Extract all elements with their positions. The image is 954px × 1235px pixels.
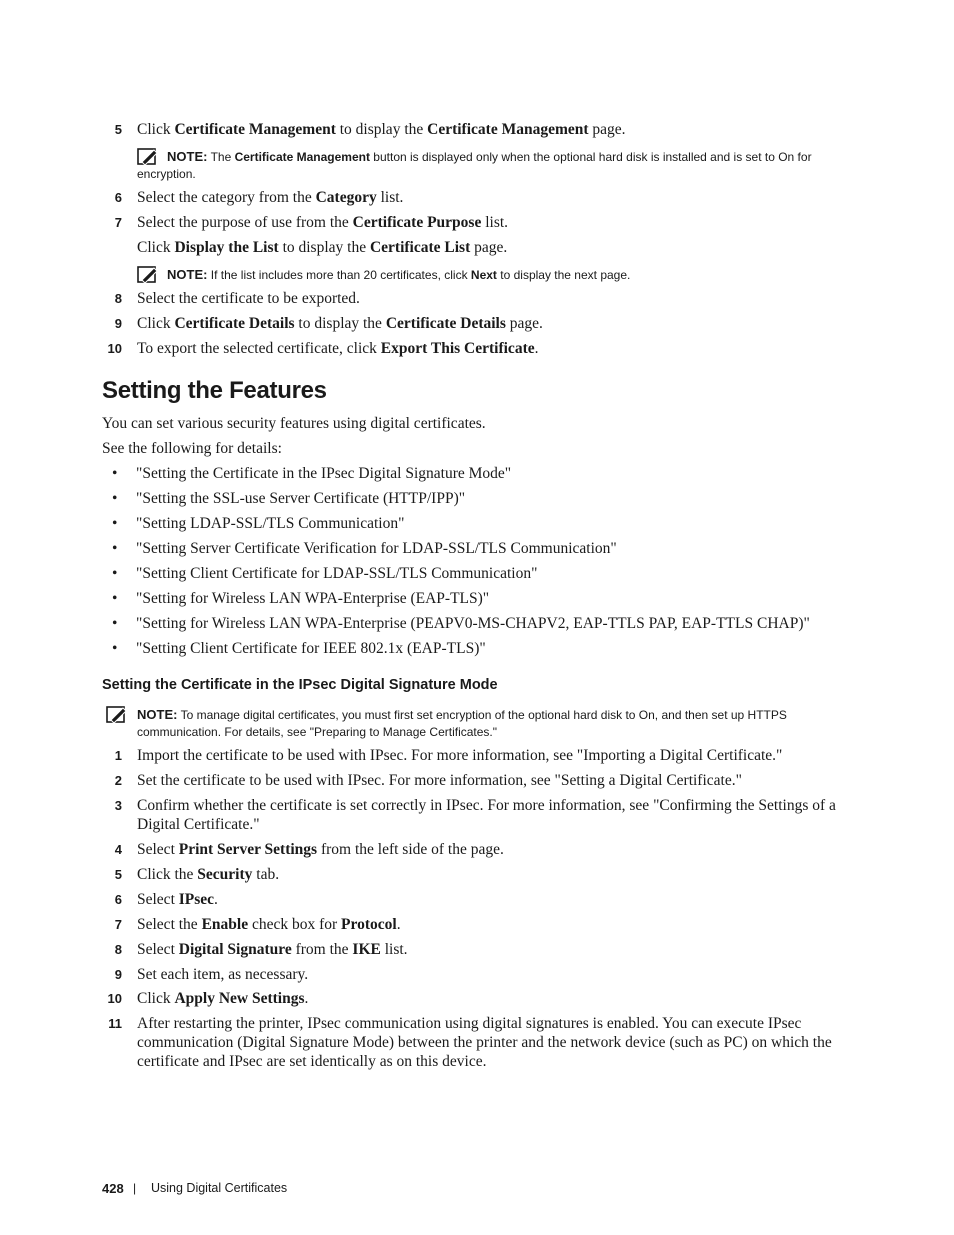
step-text: Click Display the List to display the Certificate List page. [137, 239, 508, 256]
step-number: 10 [107, 991, 122, 1006]
step-number: 7 [114, 917, 122, 932]
step-text: Select the category from the Category list. [137, 189, 404, 206]
step-number: 1 [114, 748, 122, 763]
step-number: 5 [114, 122, 122, 137]
step-text: Confirm whether the certificate is set correctly in IPsec. For more information, see "Confirming the Settings of a Digital Certificate." [137, 797, 836, 833]
note-certificate-management: NOTE: The Certificate Management button is displayed only when the optional hard disk is installed and is set to On for encryption. [137, 149, 812, 181]
step-text: Select the purpose of use from the Certificate Purpose list. [137, 214, 509, 231]
step-number: 8 [114, 291, 122, 306]
step-number: 11 [108, 1016, 122, 1031]
step-number: 3 [114, 798, 122, 813]
step-number: 8 [114, 942, 122, 957]
section-heading: Setting the Features [102, 377, 327, 404]
step-number: 6 [114, 190, 122, 205]
footer-separator: | [133, 1181, 137, 1195]
step-number: 2 [114, 773, 122, 788]
step-text: To export the selected certificate, click Export This Certificate. [137, 340, 539, 357]
step-number: 9 [114, 967, 122, 982]
step-number: 10 [107, 341, 122, 356]
step-number: 9 [114, 316, 122, 331]
step-text: Select Digital Signature from the IKE list. [137, 941, 408, 958]
step-text: Import the certificate to be used with IPsec. For more information, see "Importing a Digital Certificate." [137, 747, 783, 764]
section-intro-details: See the following for details: [102, 440, 282, 457]
note-pencil-icon [106, 706, 128, 724]
step-number: 5 [114, 867, 122, 882]
step-text: After restarting the printer, IPsec communication using digital signatures is enabled. You can execute IPsec communication (Digital Signature Mode) between the printer and the network device (such as PC) on which the certificate and IPsec are set identically as on this device. [137, 1015, 832, 1070]
step-text: Click the Security tab. [137, 866, 280, 883]
note-certificate-list: NOTE: If the list includes more than 20 certificates, click Next to display the next page. [167, 267, 631, 282]
step-text: Select Print Server Settings from the left side of the page. [137, 841, 504, 858]
step-text: Click Apply New Settings. [137, 990, 309, 1007]
step-text: Set the certificate to be used with IPsec. For more information, see "Setting a Digital Certificate." [137, 772, 742, 789]
page-number: 428 [102, 1181, 124, 1196]
step-text: Select the certificate to be exported. [137, 290, 360, 307]
footer-chapter: Using Digital Certificates [151, 1181, 288, 1195]
step-number: 6 [114, 892, 122, 907]
note-manage-certificates: NOTE: To manage digital certificates, you must first set encryption of the optional hard disk to On, and then set up HTTPS communication. For details, see "Preparing to Manage Certificates." [137, 707, 787, 739]
step-text: Set each item, as necessary. [137, 966, 309, 983]
step-text: Select IPsec. [137, 891, 218, 908]
step-number: 7 [114, 215, 122, 230]
step-text: Click Certificate Details to display the Certificate Details page. [137, 315, 543, 332]
step-text: Click Certificate Management to display the Certificate Management page. [137, 121, 626, 138]
step-number: 4 [114, 842, 122, 857]
subsection-heading: Setting the Certificate in the IPsec Digital Signature Mode [102, 677, 498, 693]
section-intro: You can set various security features using digital certificates. [102, 415, 486, 432]
step-text: Select the Enable check box for Protocol. [137, 916, 401, 933]
